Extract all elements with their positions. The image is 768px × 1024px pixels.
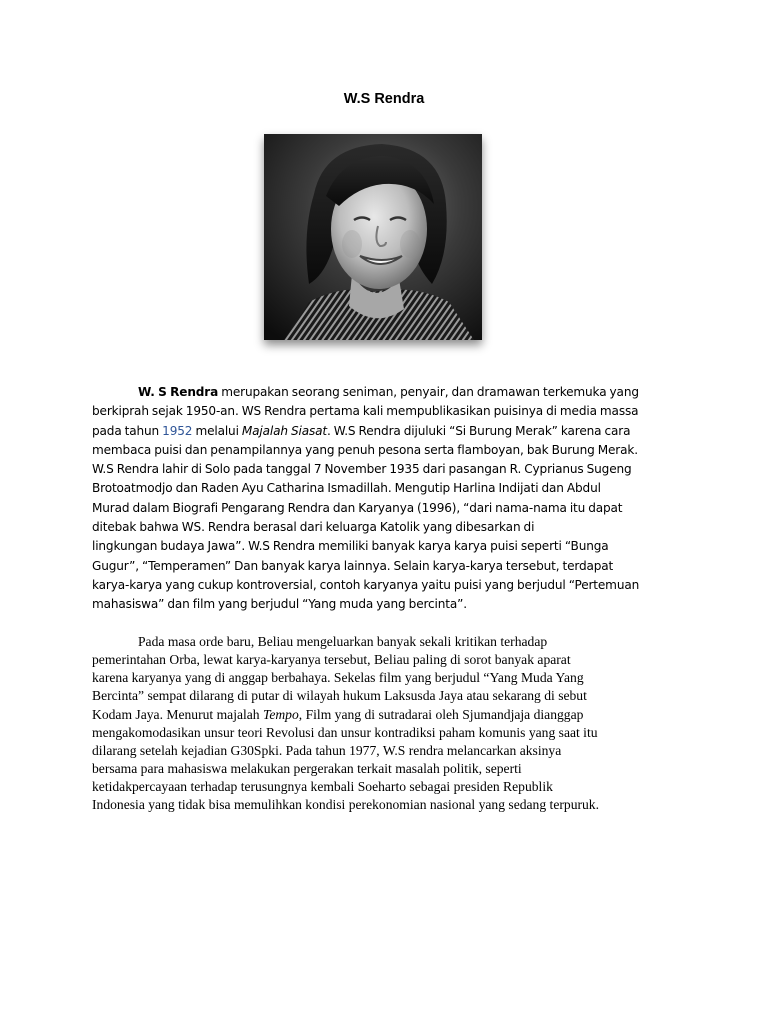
paragraph-biography xyxy=(92,383,676,615)
text-line: W. S Rendra merupakan seorang seniman, penyair, dan dramawan terkemuka yang xyxy=(138,385,639,399)
text-line: Bercinta” sempat dilarang di putar di wilayah hukum Laksusda Jaya atau sekarang di sebut xyxy=(92,688,587,704)
paragraph-orde-baru xyxy=(92,633,676,814)
text-line: Gugur”, “Temperamen” Dan banyak karya lainnya. Selain karya-karya tersebut, terdapat xyxy=(92,558,614,573)
text-line: membaca puisi dan penampilannya yang penuh pesona serta flamboyan, bak Burung Merak. xyxy=(92,442,638,457)
text-line: ketidakpercayaan terhadap terusungnya kembali Soeharto sebagai presiden Republik xyxy=(92,779,553,795)
page-title: W.S Rendra xyxy=(343,91,425,107)
text-line: pada tahun 1952 melalui Majalah Siasat. W.S Rendra dijuluki “Si Burung Merak” karena cara xyxy=(92,423,631,438)
text-line: berkiprah sejak 1950-an. WS Rendra pertama kali mempublikasikan puisinya di media massa xyxy=(92,404,639,419)
magazine-tempo-italic: Tempo xyxy=(263,706,299,722)
portrait-photo xyxy=(264,134,482,340)
text-line: bersama para mahasiswa melakukan pergerakan terkait masalah politik, seperti xyxy=(92,760,522,776)
text-line: Murad dalam Biografi Pengarang Rendra dan Karyanya (1996), “dari nama-nama itu dapat xyxy=(92,500,623,515)
text-line: lingkungan budaya Jawa”. W.S Rendra memiliki banyak karya karya puisi seperti “Bunga xyxy=(92,539,609,554)
text-line: karena karyanya yang di anggap berbahaya. Sekelas film yang berjudul “Yang Muda Yang xyxy=(92,670,584,686)
text-line: mengakomodasikan unsur teori Revolusi dan unsur kontradiksi paham komunis yang saat itu xyxy=(92,724,598,740)
portrait-image xyxy=(264,134,482,340)
text-line: Pada masa orde baru, Beliau mengeluarkan banyak sekali kritikan terhadap xyxy=(138,634,548,649)
magazine-name-italic: Majalah Siasat xyxy=(241,423,327,438)
text-line: W.S Rendra lahir di Solo pada tanggal 7 November 1935 dari pasangan R. Cyprianus Sugeng xyxy=(92,462,632,477)
text-line: mahasiswa” dan film yang berjudul “Yang muda yang bercinta”. xyxy=(92,597,467,612)
text-line: Indonesia yang tidak bisa memulihkan kondisi perekonomian nasional yang sedang terpuruk. xyxy=(92,797,600,813)
text-line: ditebak bahwa WS. Rendra berasal dari keluarga Katolik yang dibesarkan di xyxy=(92,520,535,535)
text-line: Brotoatmodjo dan Raden Ayu Catharina Ismadillah. Mengutip Harlina Indijati dan Abdul xyxy=(92,481,601,496)
text-line: dilarang setelah kejadian G30Spki. Pada tahun 1977, W.S rendra melancarkan aksinya xyxy=(92,742,562,758)
author-name-bold: W. S Rendra xyxy=(138,385,219,399)
text-line: Kodam Jaya. Menurut majalah Tempo, Film yang di sutradarai oleh Sjumandjaja dianggap xyxy=(92,706,584,722)
text-line: karya-karya yang cukup kontroversial, contoh karyanya yaitu puisi yang berjudul “Pertemuan xyxy=(92,577,640,592)
text-line: pemerintahan Orba, lewat karya-karyanya tersebut, Beliau paling di sorot banyak aparat xyxy=(92,652,571,668)
year-1952-link[interactable]: 1952 xyxy=(162,423,193,438)
